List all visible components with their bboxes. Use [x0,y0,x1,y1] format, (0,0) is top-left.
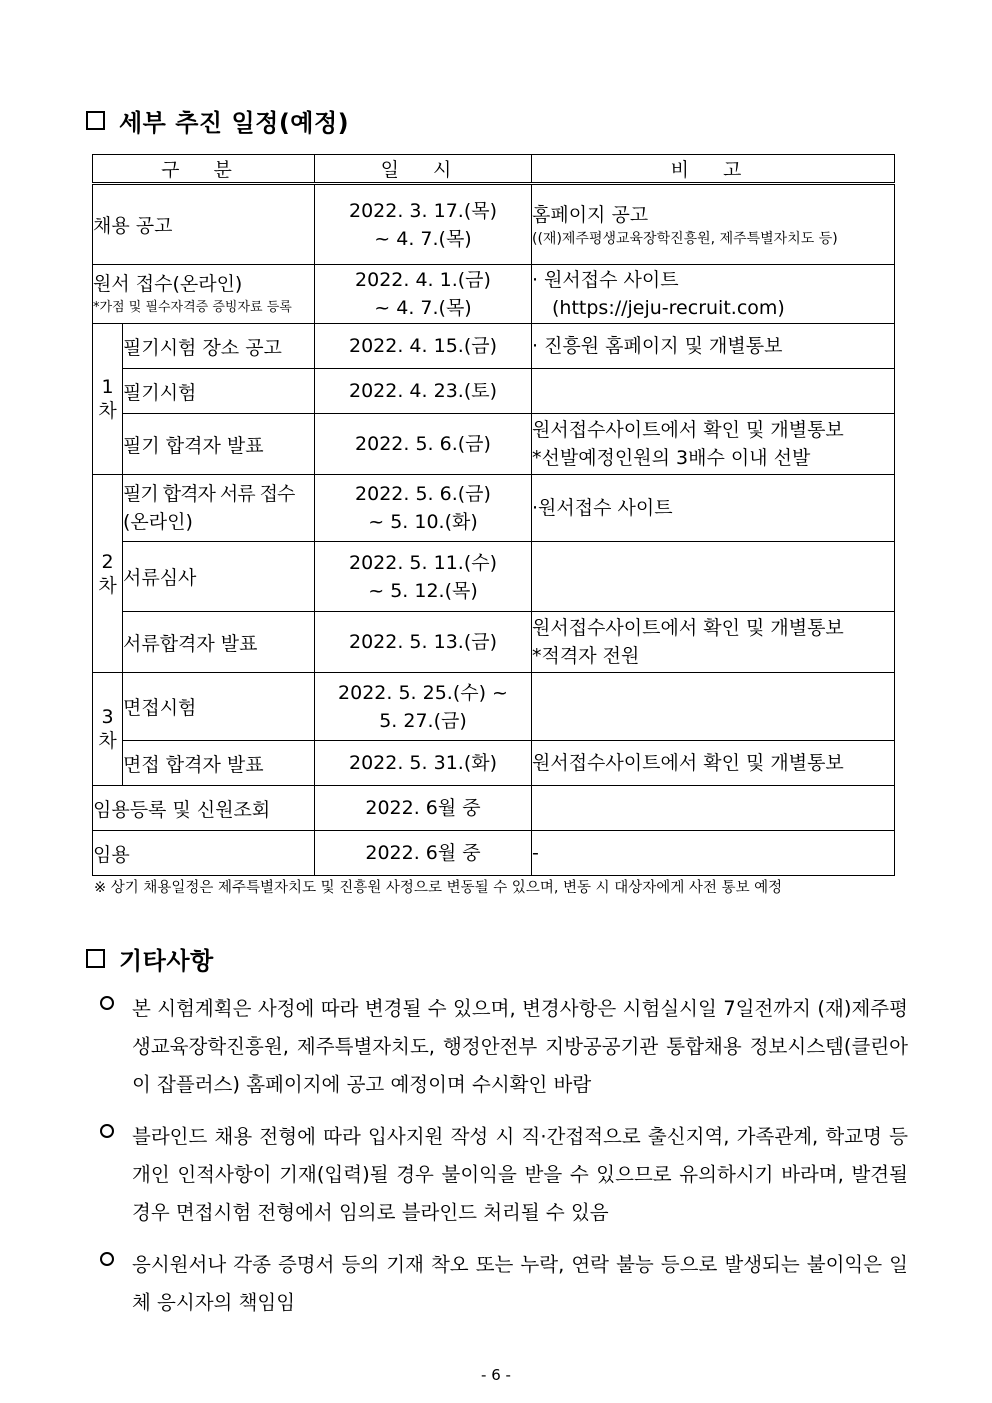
row-date: 2022. 4. 15.(금) [315,324,532,369]
table-row [93,786,895,831]
table-row [93,184,895,265]
checkbox-square-icon [86,949,105,968]
row-note [532,542,895,612]
table-row [93,831,895,876]
row-label: 임용등록 및 신원조회 [93,786,315,831]
list-item: 블라인드 채용 전형에 따라 입사지원 작성 시 직·간접적으로 출신지역, 가족관계, 학교명 등 개인 인적사항이 기재(입력)될 경우 불이익을 받을 수 있으므로 유의하시기 바라며, 발견될 경우 면접시험 전형에서 임의로 블라인드 처리될 수 있음 [100,1118,908,1232]
other-section-title: 기타사항 [119,947,214,975]
table-row [93,324,895,369]
checkbox-square-icon [86,111,105,130]
row-label: 원서 접수(온라인) *가점 및 필수자격증 증빙자료 등록 [93,265,315,324]
row-note [532,673,895,741]
table-row [93,612,895,673]
circle-bullet-icon [100,996,114,1010]
row-label: 채용 공고 [93,184,315,265]
row-note: 홈페이지 공고 ((재)제주평생교육장학진흥원, 제주특별자치도 등) [532,184,895,265]
row-label: 임용 [93,831,315,876]
row-date: 2022. 3. 17.(목) ~ 4. 7.(목) [315,184,532,265]
schedule-section-title: 세부 추진 일정(예정) [119,109,350,137]
row-note [532,369,895,414]
row-date: 2022. 5. 6.(금) ~ 5. 10.(화) [315,475,532,542]
row-date: 2022. 4. 23.(토) [315,369,532,414]
row-note [532,786,895,831]
row-note: · 원서접수 사이트 (https://jeju-recruit.com) [532,265,895,324]
schedule-footnote: ※ 상기 채용일정은 제주특별자치도 및 진흥원 사정으로 변동될 수 있으며, 변동 시 대상자에게 사전 통보 예정 [94,880,783,896]
row-label: 필기 합격자 발표 [123,414,315,475]
stage-3-label: 3 차 [93,673,123,786]
row-label: 면접시험 [123,673,315,741]
other-notes-list [100,990,908,1336]
list-item: 본 시험계획은 사정에 따라 변경될 수 있으며, 변경사항은 시험실시일 7일전까지 (재)제주평생교육장학진흥원, 제주특별자치도, 행정안전부 지방공공기관 통합채용 정보시스템(클린아이 잡플러스) 홈페이지에 공고 예정이며 수시확인 바람 [100,990,908,1104]
schedule-table [92,154,895,876]
header-note: 비 고 [532,155,895,184]
row-date: 2022. 5. 6.(금) [315,414,532,475]
table-row [93,475,895,542]
stage-1-label: 1 차 [93,324,123,475]
row-date: 2022. 5. 31.(화) [315,741,532,786]
row-date: 2022. 5. 13.(금) [315,612,532,673]
circle-bullet-icon [100,1124,114,1138]
row-date: 2022. 4. 1.(금) ~ 4. 7.(목) [315,265,532,324]
row-label: 서류합격자 발표 [123,612,315,673]
table-row [93,369,895,414]
schedule-section-heading [86,103,349,138]
other-section-heading [86,941,214,976]
list-item: 응시원서나 각종 증명서 등의 기재 착오 또는 누락, 연락 불능 등으로 발생되는 불이익은 일체 응시자의 책임임 [100,1246,908,1322]
row-date: 2022. 5. 11.(수) ~ 5. 12.(목) [315,542,532,612]
circle-bullet-icon [100,1252,114,1266]
page-number: - 6 - [481,1366,511,1384]
row-label: 필기시험 장소 공고 [123,324,315,369]
row-label: 필기 합격자 서류 접수 (온라인) [123,475,315,542]
table-row [93,741,895,786]
stage-2-label: 2 차 [93,475,123,673]
row-note: 원서접수사이트에서 확인 및 개별통보 *선발예정인원의 3배수 이내 선발 [532,414,895,475]
row-label: 면접 합격자 발표 [123,741,315,786]
table-row [93,542,895,612]
header-date: 일 시 [315,155,532,184]
row-note: 원서접수사이트에서 확인 및 개별통보 *적격자 전원 [532,612,895,673]
row-date: 2022. 5. 25.(수) ~ 5. 27.(금) [315,673,532,741]
row-label: 서류심사 [123,542,315,612]
row-note: ·원서접수 사이트 [532,475,895,542]
table-header-row [93,155,895,184]
table-row [93,673,895,741]
header-category: 구 분 [93,155,315,184]
row-date: 2022. 6월 중 [315,831,532,876]
table-row [93,265,895,324]
row-note: · 진흥원 홈페이지 및 개별통보 [532,324,895,369]
row-label: 필기시험 [123,369,315,414]
row-date: 2022. 6월 중 [315,786,532,831]
row-note: - [532,831,895,876]
row-note: 원서접수사이트에서 확인 및 개별통보 [532,741,895,786]
table-row [93,414,895,475]
